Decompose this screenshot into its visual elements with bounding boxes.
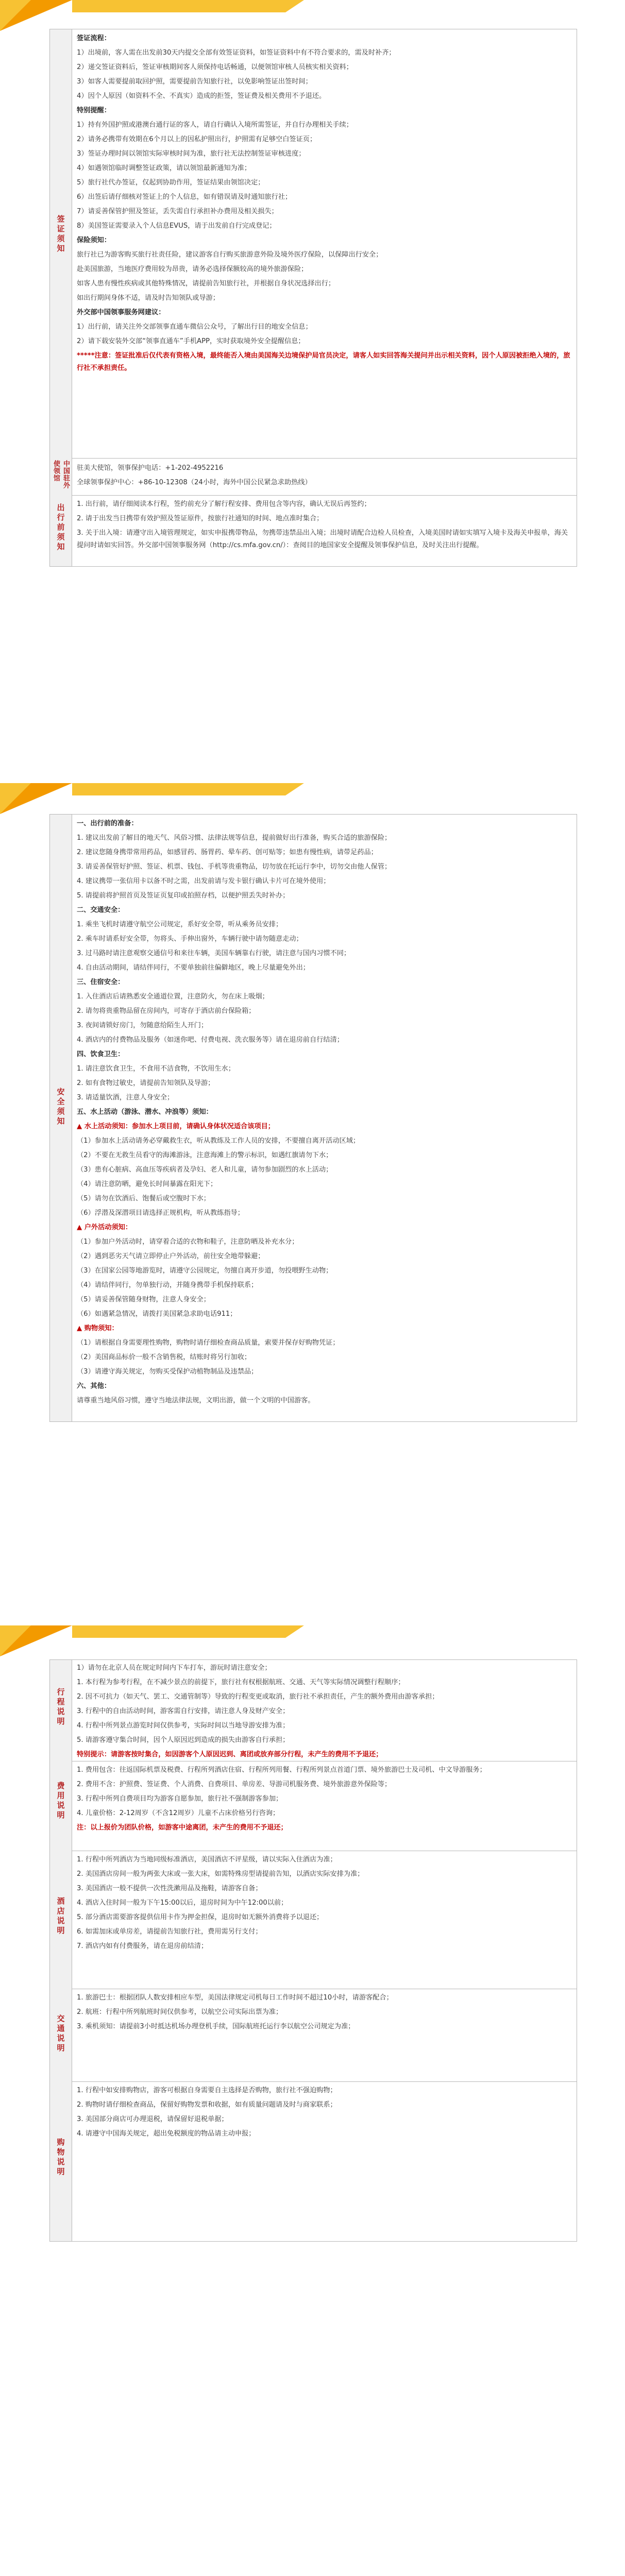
text-line: 1. 旅游巴士：根据团队人数安排相应车型，美国法律规定司机每日工作时间不超过10小时，请游客配合； <box>77 1994 393 2002</box>
text-line: ▲ 水上活动须知：参加水上项目前，请确认身体状况适合该项目； <box>77 1123 275 1130</box>
text-line: 4）因个人原因（如资料不全、不真实）造成的拒签，签证费及相关费用不予退还。 <box>77 92 326 100</box>
text-line: （4）请结伴同行，勿单独行动，并随身携带手机保持联系； <box>77 1281 258 1289</box>
text-line: 1. 行程中如安排购物店，游客可根据自身需要自主选择是否购物，旅行社不强迫购物； <box>77 2087 337 2094</box>
trip-label: 行程说明 <box>56 1688 65 1727</box>
text-line: 7）请妥善保管护照及签证，丢失需自行承担补办费用及相关损失； <box>77 208 278 215</box>
text-line: （3）在国家公园等地游览时，请遵守公园规定，勿擅自离开步道，勿投喂野生动物； <box>77 1267 333 1275</box>
text-line: （2）不要在无救生员看守的海滩游泳，注意海滩上的警示标识，如遇红旗请勿下水； <box>77 1151 333 1159</box>
text-line: 五、水上活动（游泳、潜水、冲浪等）须知： <box>77 1108 213 1116</box>
text-line: *****注意：签证批准后仅代表有资格入境，最终能否入境由美国海关边境保护局官员决定，请客人如实回答海关提问并出示相关资料，因个人原因被拒绝入境的，旅行社不承担责任。 <box>77 352 570 372</box>
exit-label-column <box>50 495 72 566</box>
text-line: 3. 乘机须知：请提前3小时抵达机场办理登机手续，国际航班托运行李以航空公司规定为准； <box>77 2023 355 2030</box>
text-line: 2. 购物时请仔细检查商品，保留好购物发票和收据，如有质量问题请及时与商家联系； <box>77 2101 337 2109</box>
shopping-label-column <box>50 2081 72 2241</box>
text-line: 驻美大使馆，领事保护电话：+1-202-4952216 <box>77 464 224 472</box>
shopping-content <box>77 2084 572 2142</box>
text-line: 1. 乘坐飞机时请遵守航空公司规定，系好安全带，听从乘务员安排； <box>77 921 283 928</box>
text-line: 3. 美国部分商店可办理退税，请保留好退税单据； <box>77 2115 228 2123</box>
header-accent <box>0 783 625 814</box>
text-line: 2. 建议您随身携带常用药品，如感冒药、肠胃药、晕车药、创可贴等；如患有慢性病，请带足药品； <box>77 849 378 856</box>
text-line: ▲ 购物须知： <box>77 1325 119 1332</box>
text-line: 签证流程： <box>77 35 111 42</box>
text-line: 保险须知： <box>77 236 111 244</box>
text-line: 2. 费用不含：护照费、签证费、个人消费、自费项目、单房差、导游司机服务费、境外旅游意外保险等； <box>77 1781 392 1788</box>
text-line: 6. 如需加床或单房差，请提前告知旅行社，费用需另行支付； <box>77 1928 262 1936</box>
text-line: （1）参加水上活动请务必穿戴救生衣，听从教练及工作人员的安排，不要擅自离开活动区域； <box>77 1137 360 1145</box>
cost-label-column <box>50 1761 72 1851</box>
page-2 <box>0 783 625 1515</box>
text-line: 1. 行程中所列酒店为当地同级标准酒店，美国酒店不评星级，请以实际入住酒店为准； <box>77 1856 337 1863</box>
text-line: 旅行社已为游客购买旅行社责任险，建议游客自行购买旅游意外险及境外医疗保险，以保障出行安全； <box>77 251 383 259</box>
text-line: （5）请勿在饮酒后、饱餐后或空腹时下水； <box>77 1195 210 1202</box>
text-line: 一、出行前的准备： <box>77 820 138 827</box>
divider <box>50 495 577 496</box>
text-line: 3. 美国酒店一般不提供一次性洗漱用品及拖鞋，请游客自备； <box>77 1885 262 1892</box>
text-line: 3. 关于出入境：请遵守出入境管理规定，如实申报携带物品，勿携带违禁品出入境；出境时请配合边检人员检查，入境美国时请如实填写入境卡及海关申报单，海关提问时请如实回答。外交部中国领事服务网（http://cs.mfa.gov.cn/）：查阅目的地国家安全提醒及领事保护信息，及时关注出行提醒。 <box>77 529 568 549</box>
hotel-content <box>77 1854 572 1955</box>
text-line: 4. 酒店入住时间一般为下午15:00以后，退房时间为中午12:00以前； <box>77 1899 288 1907</box>
header-accent <box>0 1625 625 1656</box>
transport-content <box>77 1992 572 2035</box>
text-line: 5）旅行社代办签证，仅起到协助作用，签证结果由领馆决定； <box>77 179 265 187</box>
consulate-content <box>77 462 572 491</box>
text-line: 1. 请注意饮食卫生，不食用不洁食物，不饮用生水； <box>77 1065 235 1073</box>
hotel-label: 酒店说明 <box>56 1897 65 1936</box>
consulate-label: 中国驻外使领馆 <box>52 460 70 489</box>
text-line: 1. 入住酒店后请熟悉安全通道位置，注意防火，勿在床上吸烟； <box>77 993 269 1001</box>
text-line: 5. 请提前将护照首页及签证页复印或拍照存档，以便护照丢失时补办； <box>77 892 290 900</box>
text-line: （5）请妥善保管随身财物，注意人身安全； <box>77 1296 210 1303</box>
shopping-label: 购物说明 <box>56 2138 65 2177</box>
trip-content <box>77 1662 572 1763</box>
trip-highlight: 特别提示：请游客按时集合，如因游客个人原因迟到、离团或放弃部分行程，未产生的费用不予退还； <box>77 1751 383 1758</box>
page-1 <box>0 0 625 634</box>
divider <box>50 458 577 459</box>
text-line: 1）请勿在北京人员在规定时间内下车打车，游玩时请注意安全； <box>77 1664 272 1672</box>
text-line: 4）如遇领馆临时调整签证政策，请以领馆最新通知为准； <box>77 164 251 172</box>
text-line: 3. 过马路时请注意观察交通信号和来往车辆，美国车辆靠右行驶，请注意与国内习惯不同； <box>77 950 351 957</box>
text-line: 2. 美国酒店房间一般为两张大床或一张大床，如需特殊房型请提前告知，以酒店实际安排为准； <box>77 1870 364 1878</box>
transport-label: 交通说明 <box>56 2014 65 2054</box>
text-line: 3. 请适量饮酒，注意人身安全； <box>77 1094 174 1101</box>
text-line: 2）请务必携带有效期在6个月以上的因私护照出行，护照需有足够空白签证页； <box>77 135 317 143</box>
visa-label: 签证须知 <box>56 215 65 254</box>
trip-label-column <box>50 1660 72 1761</box>
text-line: （3）请遵守海关规定，勿购买受保护动植物制品及违禁品； <box>77 1368 258 1376</box>
text-line: 2. 因不可抗力（如天气、罢工、交通管制等）导致的行程变更或取消，旅行社不承担责任，产生的额外费用由游客承担； <box>77 1693 439 1701</box>
text-line: 特别提醒： <box>77 107 111 114</box>
text-line: 4. 自由活动期间，请结伴同行，不要单独前往偏僻地区，晚上尽量避免外出； <box>77 964 310 972</box>
text-line: 2. 请于出发当日携带有效护照及签证原件，按旅行社通知的时间、地点准时集合； <box>77 515 324 522</box>
page-3 <box>0 1625 625 2501</box>
cost-label: 费用说明 <box>56 1782 65 1821</box>
text-line: 4. 建议携带一张信用卡以备不时之需，出发前请与发卡银行确认卡片可在境外使用； <box>77 877 330 885</box>
text-line: 三、住宿安全： <box>77 978 125 986</box>
text-line: ▲ 户外活动须知： <box>77 1224 132 1231</box>
text-line: 2. 乘车时请系好安全带，勿将头、手伸出窗外，车辆行驶中请勿随意走动； <box>77 935 303 943</box>
text-line: 如出行期间身体不适，请及时告知领队或导游； <box>77 294 219 302</box>
text-line: 1. 本行程为参考行程，在不减少景点的前提下，旅行社有权根据航班、交通、天气等实际情况调整行程顺序； <box>77 1679 405 1686</box>
text-line: 4. 酒店内的付费物品及服务（如迷你吧、付费电视、洗衣服务等）请在退房前自行结清； <box>77 1036 344 1044</box>
text-line: （6）浮潜及深潜项目请选择正规机构，听从教练指导； <box>77 1209 244 1217</box>
header-accent <box>0 0 625 31</box>
text-line: （1）参加户外活动时，请穿着合适的衣物和鞋子，注意防晒及补充水分； <box>77 1238 299 1246</box>
text-line: 4. 儿童价格：2-12周岁（不含12周岁）儿童不占床价格另行咨询； <box>77 1809 280 1817</box>
text-line: 7. 酒店内如有付费服务，请在退房前结清； <box>77 1942 208 1950</box>
hotel-label-column <box>50 1851 72 1989</box>
text-line: 1）出境前，客人需在出发前30天内提交全部有效签证资料，如签证资料中有不符合要求的，需及时补齐； <box>77 49 396 57</box>
text-line: 3）如客人需要提前取回护照，需要提前告知旅行社，以免影响签证出签时间； <box>77 78 312 86</box>
text-line: （1）请根据自身需要理性购物，购物时请仔细检查商品质量，索要并保存好购物凭证； <box>77 1339 340 1347</box>
text-line: 4. 请遵守中国海关规定，超出免税额度的物品请主动申报； <box>77 2130 256 2138</box>
cost-highlight: 注：以上报价为团队价格，如游客中途离团，未产生的费用不予退还； <box>77 1824 288 1832</box>
text-line: 2. 请勿将贵重物品留在房间内，可寄存于酒店前台保险箱； <box>77 1007 256 1015</box>
text-line: 2. 如有食物过敏史，请提前告知领队及导游； <box>77 1079 215 1087</box>
text-line: 六、其他： <box>77 1382 111 1390</box>
divider <box>50 2081 577 2082</box>
text-line: 2）请下载安装外交部“领事直通车”手机APP，实时获取境外安全提醒信息； <box>77 337 305 345</box>
text-line: 5. 部分酒店需要游客提供信用卡作为押金担保，退房时如无额外消费将予以退还； <box>77 1913 324 1921</box>
cost-content <box>77 1764 572 1836</box>
text-line: （3）患有心脏病、高血压等疾病者及孕妇、老人和儿童，请勿参加剧烈的水上活动； <box>77 1166 333 1174</box>
text-line: 1. 费用包含：往返国际机票及税费、行程所列酒店住宿、行程所列用餐、行程所列景点首道门票、境外旅游巴士及司机、中文导游服务； <box>77 1766 486 1774</box>
safety-label-column <box>50 815 72 1421</box>
text-line: 1）出行前，请关注外交部领事直通车微信公众号，了解出行目的地安全信息； <box>77 323 312 331</box>
text-line: 8）美国签证需要录入个人信息EVUS，请于出发前自行完成登记； <box>77 222 276 230</box>
text-line: 2. 航班：行程中所列航班时间仅供参考，以航空公司实际出票为准； <box>77 2008 283 2016</box>
exit-content <box>77 498 572 554</box>
text-line: 3）签证办理时间以领馆实际审核时间为准，旅行社无法控制签证审核进度； <box>77 150 306 158</box>
text-line: 赴美国旅游，当地医疗费用较为昂贵，请务必选择保额较高的境外旅游保险； <box>77 265 308 273</box>
text-line: 1. 出行前，请仔细阅读本行程，签约前充分了解行程安排、费用包含等内容，确认无误后再签约； <box>77 500 371 508</box>
text-line: 3. 行程中所列自费项目均为游客自愿参加，旅行社不强制游客参加； <box>77 1795 283 1803</box>
text-line: 5. 请游客遵守集合时间，因个人原因迟到造成的损失由游客自行承担； <box>77 1736 290 1744</box>
text-line: 请尊重当地风俗习惯，遵守当地法律法规，文明出游，做一个文明的中国游客。 <box>77 1397 315 1404</box>
safety-label: 安全须知 <box>56 1088 65 1127</box>
text-line: 4. 行程中所列景点游览时间仅供参考，实际时间以当地导游安排为准； <box>77 1722 290 1730</box>
text-line: 外交部中国领事服务网建议： <box>77 309 165 316</box>
text-line: 全球领事保护中心：+86-10-12308（24小时，海外中国公民紧急求助热线） <box>77 479 312 486</box>
info-section <box>49 1659 577 2242</box>
text-line: （4）请注意防晒，避免长时间暴露在阳光下； <box>77 1180 217 1188</box>
text-line: 二、交通安全： <box>77 906 125 914</box>
exit-label: 出行前须知 <box>56 503 65 552</box>
text-line: 3. 请妥善保管好护照、签证、机票、钱包、手机等贵重物品，切勿放在托运行李中，切勿交由他人保管； <box>77 863 392 871</box>
transport-label-column <box>50 1989 72 2081</box>
text-line: 3. 夜间请锁好房门，勿随意给陌生人开门； <box>77 1022 208 1029</box>
text-line: 1）持有外国护照或港澳台通行证的客人，请自行确认入境所需签证，并自行办理相关手续； <box>77 121 353 129</box>
text-line: （2）美国商品标价一般不含销售税，结账时将另行加收； <box>77 1353 251 1361</box>
text-line: 如客人患有慢性疾病或其他特殊情况，请提前告知旅行社，并根据自身状况选择出行； <box>77 280 335 287</box>
safety-section <box>49 814 577 1422</box>
consulate-label-column <box>50 458 72 496</box>
text-line: （2）遇到恶劣天气请立即停止户外活动，前往安全地带躲避； <box>77 1252 265 1260</box>
visa-section <box>49 29 577 567</box>
text-line: 6）出签后请仔细核对签证上的个人信息，如有错误请及时通知旅行社； <box>77 193 292 201</box>
text-line: 四、饮食卫生： <box>77 1050 125 1058</box>
text-line: 2）递交签证资料后，签证审核期间客人须保持电话畅通，以便领馆审核人员核实相关资料； <box>77 63 353 71</box>
text-line: 3. 行程中的自由活动时间，游客需自行安排，请注意人身及财产安全； <box>77 1707 290 1715</box>
safety-content <box>77 818 572 1418</box>
text-line: （6）如遇紧急情况，请拨打美国紧急求助电话911； <box>77 1310 237 1318</box>
text-line: 1. 建议出发前了解目的地天气、风俗习惯、法律法规等信息，提前做好出行准备，购买合适的旅游保险； <box>77 834 392 842</box>
